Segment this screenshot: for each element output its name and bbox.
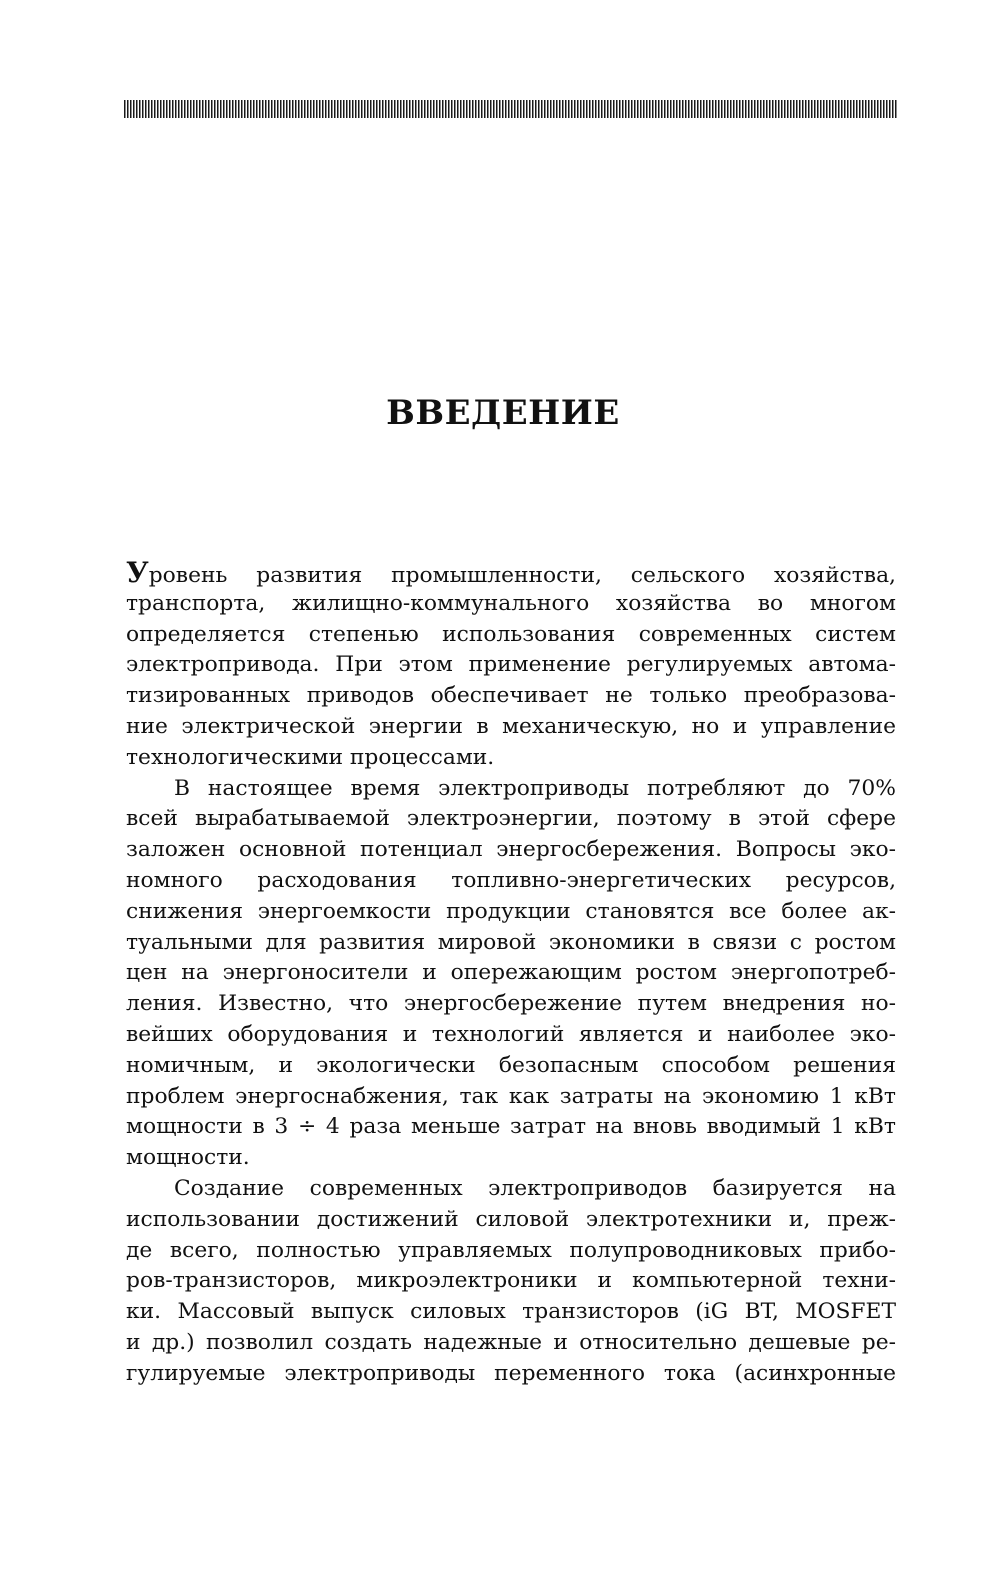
text-line: номного расходования топливно-энергетических ресурсов, (126, 867, 896, 893)
text-line: мощности в 3 ÷ 4 раза меньше затрат на вновь вводимый 1 кВт (126, 1114, 896, 1140)
text-line: В настоящее время электроприводы потребляют до 70% (174, 775, 896, 801)
text-line: определяется степенью использования современных систем (126, 621, 896, 647)
text-line: ления. Известно, что энергосбережение путем внедрения но- (126, 991, 896, 1017)
header-rule (124, 100, 898, 118)
text-line: тизированных приводов обеспечивает не только преобразова- (126, 683, 896, 709)
text-line: номичным, и экологически безопасным способом решения (126, 1052, 896, 1078)
text-line: ние электрической энергии в механическую, но и управление (126, 713, 896, 739)
text-line: де всего, полностью управляемых полупроводниковых прибо- (126, 1237, 896, 1263)
paragraph-3 (126, 1174, 896, 1390)
body-text (126, 558, 896, 1390)
text-line: заложен основной потенциал энергосбережения. Вопросы эко- (126, 837, 896, 863)
text-line: цен на энергоносители и опережающим ростом энергопотреб- (126, 960, 896, 986)
text-line: ров-транзисторов, микроэлектроники и компьютерной техни- (126, 1268, 896, 1294)
text-line: всей вырабатываемой электроэнергии, поэтому в этой сфере (126, 806, 896, 832)
text-line: Создание современных электроприводов базируется на (174, 1175, 896, 1201)
drop-cap: У (126, 556, 149, 589)
paragraph-2 (126, 774, 896, 1174)
text-line: ки. Массовый выпуск силовых транзисторов (iG BT, MOSFET (126, 1299, 896, 1325)
text-line: вейших оборудования и технологий является и наиболее эко- (126, 1021, 896, 1047)
text-line: снижения энергоемкости продукции становятся все более ак- (126, 898, 896, 924)
text-line: электропривода. При этом применение регулируемых автома- (126, 652, 896, 678)
paragraph-1 (126, 558, 896, 774)
text-line: проблем энергоснабжения, так как затраты на экономию 1 кВт (126, 1083, 896, 1109)
text-line: гулируемые электроприводы переменного тока (асинхронные (126, 1360, 896, 1386)
page-title: ВВЕДЕНИЕ (386, 393, 620, 433)
text-line: транспорта, жилищно-коммунального хозяйства во многом (126, 590, 896, 616)
text-line: технологическими процессами. (126, 744, 495, 770)
text-line: и др.) позволил создать надежные и относительно дешевые ре- (126, 1329, 896, 1355)
text-line: Уровень развития промышленности, сельского хозяйства, (126, 556, 896, 589)
text-line: мощности. (126, 1145, 250, 1171)
text-line: туальными для развития мировой экономики в связи с ростом (126, 929, 896, 955)
text-line: использовании достижений силовой электротехники и, преж- (126, 1206, 896, 1232)
